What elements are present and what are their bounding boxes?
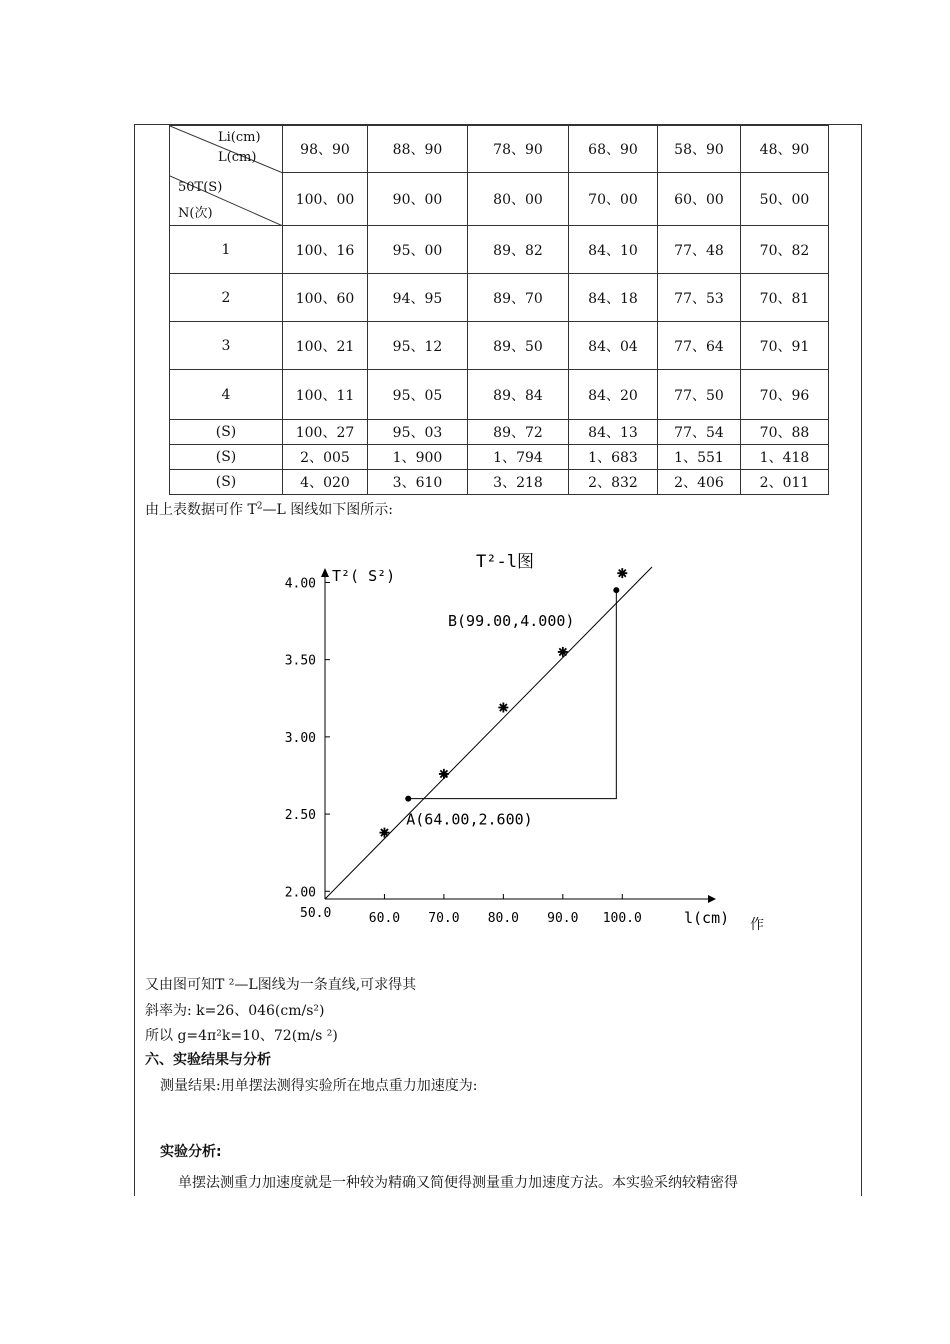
header-l-cell: 90、00 bbox=[368, 173, 468, 226]
table-cell: 77、50 bbox=[658, 370, 741, 420]
table-cell: 89、72 bbox=[468, 420, 569, 445]
chart-title: T²-l图 bbox=[476, 552, 534, 572]
y-tick-label: 2.00 bbox=[284, 885, 316, 901]
corner-50t-label: 50T(S) bbox=[178, 180, 223, 195]
data-point-marker bbox=[439, 769, 449, 779]
table-cell: 89、70 bbox=[468, 274, 569, 322]
table-cell: 77、54 bbox=[658, 420, 741, 445]
row-label-cell: 1 bbox=[170, 226, 283, 274]
x-tick-label: 70.0 bbox=[428, 911, 460, 926]
table-cell: 1、551 bbox=[658, 445, 741, 470]
table-cell: 70、91 bbox=[741, 322, 829, 370]
table-cell: 70、81 bbox=[741, 274, 829, 322]
conclusion-line-1: 又由图可知T ²—L图线为一条直线,可求得其 bbox=[145, 977, 417, 993]
table-cell: 95、03 bbox=[368, 420, 468, 445]
y-tick-label: 3.50 bbox=[284, 653, 316, 669]
x-tick-label: 60.0 bbox=[368, 911, 401, 926]
header-li-cell: 98、90 bbox=[283, 126, 368, 173]
intro-text: 由上表数据可作 $T^2—L$ 图线如下图所示: bbox=[145, 501, 393, 518]
x-tick-label: 80.0 bbox=[487, 911, 520, 926]
table-row bbox=[170, 370, 829, 420]
header-li-cell: 88、90 bbox=[368, 126, 468, 173]
table-cell: 84、20 bbox=[569, 370, 658, 420]
table-cell: 4、020 bbox=[283, 470, 368, 495]
y-tick-label: 2.50 bbox=[284, 808, 316, 824]
y-axis-arrow bbox=[321, 568, 329, 577]
t2-l-chart bbox=[270, 545, 740, 945]
table-cell: 100、21 bbox=[283, 322, 368, 370]
row-label-cell: (S) bbox=[170, 470, 283, 495]
stray-character: 作 bbox=[750, 917, 764, 933]
header-l-cell: 80、00 bbox=[468, 173, 569, 226]
analysis-title: 实验分析: bbox=[160, 1144, 222, 1160]
table-cell: 84、10 bbox=[569, 226, 658, 274]
origin-label: 50.0 bbox=[300, 906, 332, 921]
table-row bbox=[170, 445, 829, 470]
corner-n-label: N(次) bbox=[178, 206, 213, 221]
row-label-cell: (S) bbox=[170, 445, 283, 470]
header-li-cell: 68、90 bbox=[569, 126, 658, 173]
section-title: 六、实验结果与分析 bbox=[145, 1052, 271, 1068]
table-corner-header bbox=[170, 126, 283, 226]
data-table bbox=[169, 125, 829, 495]
table-cell: 84、04 bbox=[569, 322, 658, 370]
table-cell: 77、64 bbox=[658, 322, 741, 370]
table-row bbox=[170, 420, 829, 445]
header-li-cell: 48、90 bbox=[741, 126, 829, 173]
table-cell: 89、50 bbox=[468, 322, 569, 370]
y-tick-label: 3.00 bbox=[284, 730, 316, 746]
data-point-marker bbox=[379, 828, 389, 838]
data-point-marker bbox=[558, 647, 568, 657]
row-label-cell: 2 bbox=[170, 274, 283, 322]
table-cell: 100、16 bbox=[283, 226, 368, 274]
table-cell: 100、60 bbox=[283, 274, 368, 322]
table-cell: 77、53 bbox=[658, 274, 741, 322]
table-cell: 70、88 bbox=[741, 420, 829, 445]
table-cell: 1、900 bbox=[368, 445, 468, 470]
gravity-line: 所以 g=4π²k=10、72(m/s ²) bbox=[145, 1028, 338, 1044]
table-cell: 84、13 bbox=[569, 420, 658, 445]
table-cell: 89、82 bbox=[468, 226, 569, 274]
x-tick-label: 100.0 bbox=[602, 911, 642, 926]
header-li-cell: 58、90 bbox=[658, 126, 741, 173]
data-point-marker bbox=[498, 703, 508, 713]
table-row bbox=[170, 274, 829, 322]
table-cell: 3、610 bbox=[368, 470, 468, 495]
table-cell: 2、832 bbox=[569, 470, 658, 495]
corner-l-label: L(cm) bbox=[218, 150, 257, 165]
table-cell: 95、12 bbox=[368, 322, 468, 370]
header-l-cell: 100、00 bbox=[283, 173, 368, 226]
y-axis-label: T²( S²) bbox=[332, 567, 396, 585]
header-l-cell: 60、00 bbox=[658, 173, 741, 226]
table-cell: 95、00 bbox=[368, 226, 468, 274]
table-cell: 70、96 bbox=[741, 370, 829, 420]
y-tick-label: 4.00 bbox=[284, 576, 316, 592]
point-a-label: A(64.00,2.600) bbox=[406, 810, 533, 829]
table-row bbox=[170, 226, 829, 274]
x-axis-arrow bbox=[708, 895, 716, 903]
row-label-cell: (S) bbox=[170, 420, 283, 445]
header-l-cell: 70、00 bbox=[569, 173, 658, 226]
point-a-dot bbox=[405, 796, 411, 802]
row-label-cell: 3 bbox=[170, 322, 283, 370]
point-b-dot bbox=[613, 587, 619, 593]
table-cell: 2、406 bbox=[658, 470, 741, 495]
table-cell: 1、794 bbox=[468, 445, 569, 470]
table-cell: 100、27 bbox=[283, 420, 368, 445]
row-label-cell: 4 bbox=[170, 370, 283, 420]
x-tick-label: 90.0 bbox=[547, 911, 579, 926]
table-cell: 77、48 bbox=[658, 226, 741, 274]
header-li-cell: 78、90 bbox=[468, 126, 569, 173]
point-b-label: B(99.00,4.000) bbox=[448, 612, 575, 630]
corner-li-label: Li(cm) bbox=[218, 130, 261, 145]
measurement-result: 测量结果:用单摆法测得实验所在地点重力加速度为: bbox=[160, 1078, 478, 1094]
table-cell: 94、95 bbox=[368, 274, 468, 322]
header-l-cell: 50、00 bbox=[741, 173, 829, 226]
analysis-body: 单摆法测重力加速度就是一种较为精确又简便得测量重力加速度方法。本实验采纳较精密得 bbox=[178, 1175, 738, 1191]
table-row bbox=[170, 470, 829, 495]
table-cell: 70、82 bbox=[741, 226, 829, 274]
table-cell: 3、218 bbox=[468, 470, 569, 495]
table-cell: 2、005 bbox=[283, 445, 368, 470]
table-cell: 1、683 bbox=[569, 445, 658, 470]
x-axis-label: l(cm) bbox=[684, 909, 730, 927]
table-cell: 2、011 bbox=[741, 470, 829, 495]
table-cell: 95、05 bbox=[368, 370, 468, 420]
table-cell: 1、418 bbox=[741, 445, 829, 470]
table-row bbox=[170, 322, 829, 370]
table-cell: 100、11 bbox=[283, 370, 368, 420]
table-cell: 89、84 bbox=[468, 370, 569, 420]
table-cell: 84、18 bbox=[569, 274, 658, 322]
data-point-marker bbox=[617, 568, 627, 578]
slope-line: 斜率为: k=26、046(cm/s²) bbox=[145, 1003, 325, 1019]
